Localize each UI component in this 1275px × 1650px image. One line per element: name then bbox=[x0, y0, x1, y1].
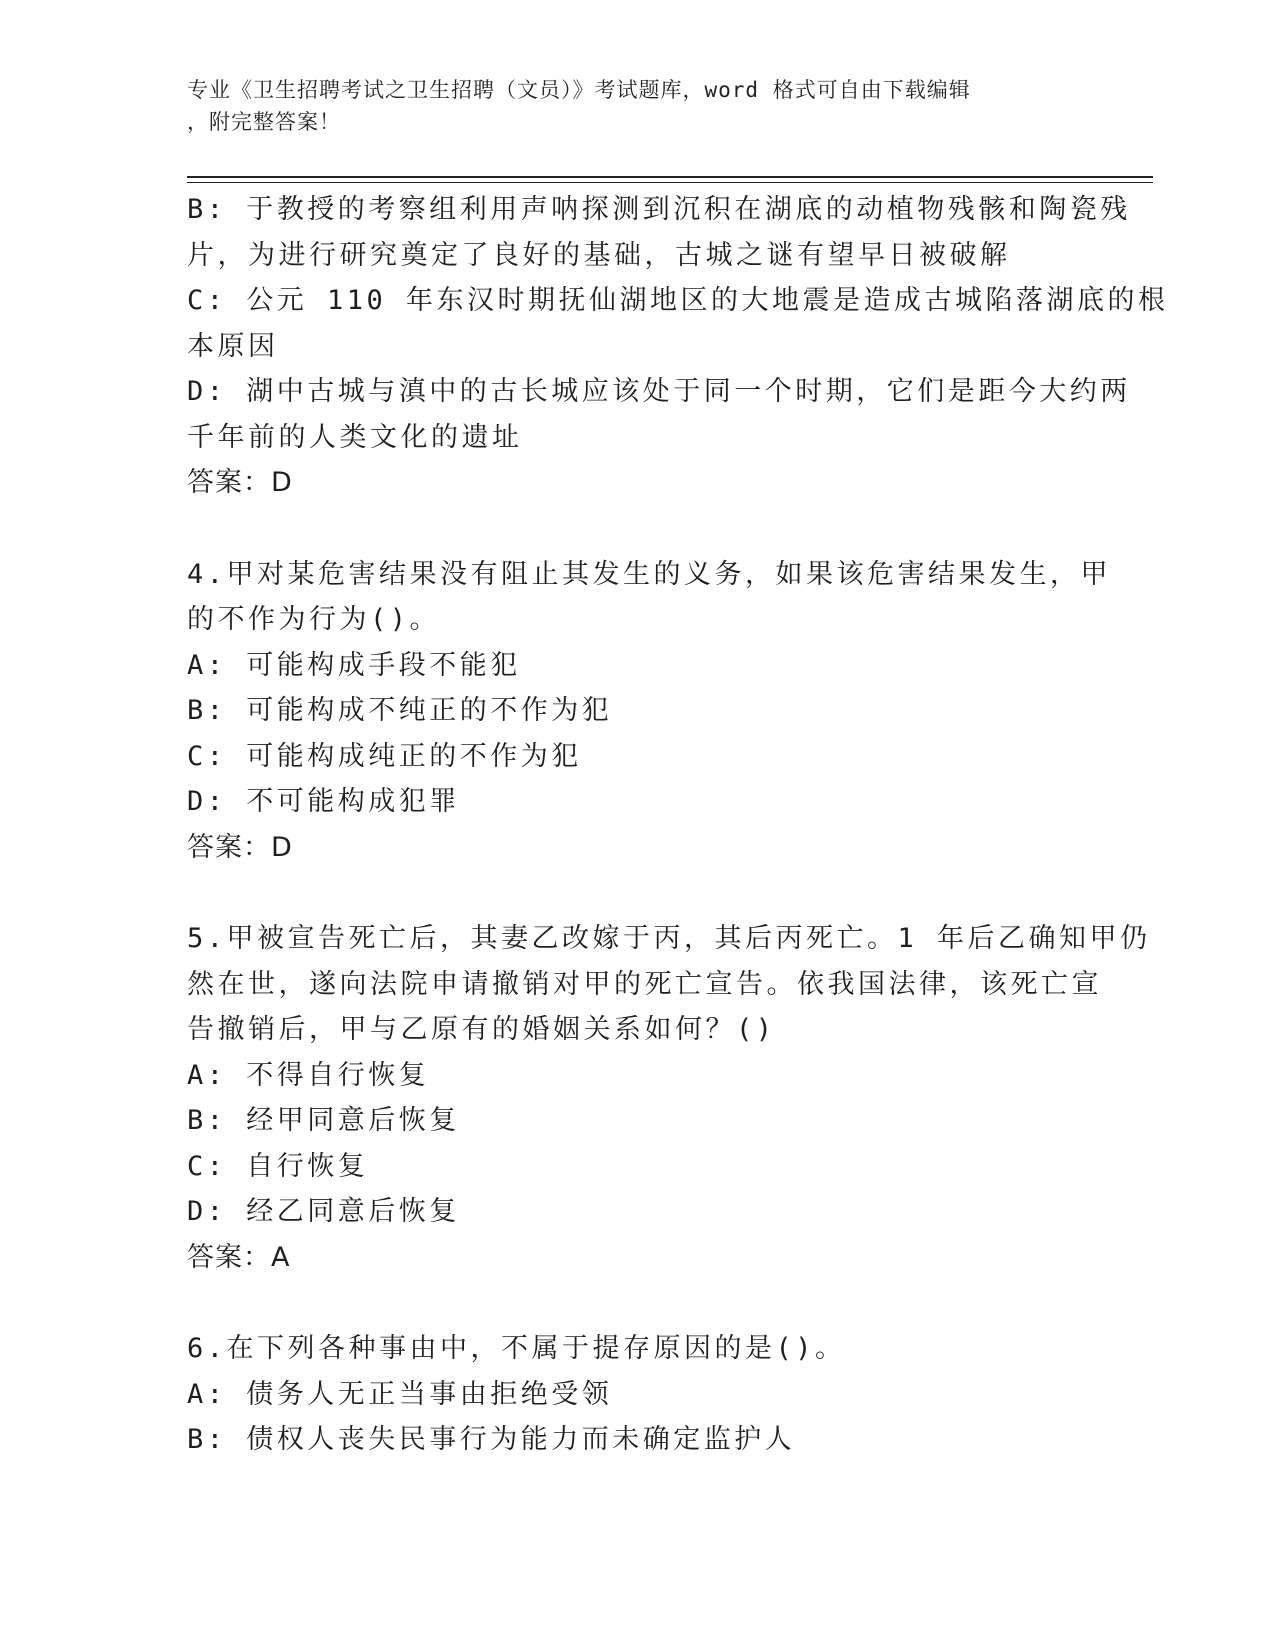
q5-stem-line-1: 5.甲被宣告死亡后，其妻乙改嫁于丙，其后丙死亡。1 年后乙确知甲仍 bbox=[187, 923, 1151, 954]
q5-option-b: B: 经甲同意后恢复 bbox=[187, 1105, 460, 1136]
q5-answer: 答案：A bbox=[187, 1241, 291, 1273]
q4-option-c: C: 可能构成纯正的不作为犯 bbox=[187, 740, 582, 772]
q5-option-a: A: 不得自行恢复 bbox=[187, 1059, 430, 1091]
spacer bbox=[187, 506, 1087, 552]
header-divider-thin bbox=[187, 182, 1153, 183]
q5-stem-line-2: 然在世，遂向法院申请撤销对甲的死亡宣告。依我国法律，该死亡宣 bbox=[187, 968, 1102, 1000]
q5-option-c: C: 自行恢复 bbox=[187, 1150, 369, 1182]
q3-option-b-line-2: 片，为进行研究奠定了良好的基础，古城之谜有望早日被破解 bbox=[187, 239, 1011, 271]
header-line-2: ，附完整答案！ bbox=[187, 110, 341, 134]
q6-stem: 6.在下列各种事由中，不属于提存原因的是()。 bbox=[187, 1333, 846, 1364]
q4-option-a: A: 可能构成手段不能犯 bbox=[187, 649, 521, 681]
page-header bbox=[187, 74, 1067, 138]
q6-option-b: B: 债权人丧失民事行为能力而未确定监护人 bbox=[187, 1424, 796, 1455]
question-3-tail bbox=[187, 187, 1169, 506]
q4-stem-line-1: 4.甲对某危害结果没有阻止其发生的义务，如果该危害结果发生，甲 bbox=[187, 558, 1112, 590]
question-6 bbox=[187, 1326, 1087, 1463]
q3-option-c-line-2: 本原因 bbox=[187, 330, 279, 362]
q4-stem-line-2: 的不作为行为()。 bbox=[187, 604, 441, 635]
question-5 bbox=[187, 916, 1151, 1280]
spacer bbox=[187, 1280, 1087, 1326]
q3-option-b-line-1: B: 于教授的考察组利用声呐探测到沉积在湖底的动植物残骸和陶瓷残 bbox=[187, 194, 1131, 225]
q5-option-d: D: 经乙同意后恢复 bbox=[187, 1196, 460, 1227]
q3-option-d-line-2: 千年前的人类文化的遗址 bbox=[187, 421, 523, 453]
header-divider bbox=[187, 176, 1153, 178]
q6-option-a: A: 债务人无正当事由拒绝受领 bbox=[187, 1378, 613, 1410]
q4-option-b: B: 可能构成不纯正的不作为犯 bbox=[187, 695, 613, 726]
header-line-1: 专业《卫生招聘考试之卫生招聘（文员）》考试题库，word 格式可自由下载编辑 bbox=[187, 78, 971, 102]
question-content bbox=[187, 187, 1169, 1463]
q5-stem-line-3: 告撤销后，甲与乙原有的婚姻关系如何？() bbox=[187, 1014, 776, 1045]
q4-answer: 答案：D bbox=[187, 831, 293, 863]
q3-option-d-line-1: D: 湖中古城与滇中的古长城应该处于同一个时期，它们是距今大约两 bbox=[187, 376, 1131, 407]
q3-option-c-line-1: C: 公元 110 年东汉时期抚仙湖地区的大地震是造成古城陷落湖底的根 bbox=[187, 285, 1169, 316]
q3-answer: 答案：D bbox=[187, 467, 293, 498]
q4-option-d: D: 不可能构成犯罪 bbox=[187, 786, 460, 817]
question-4 bbox=[187, 552, 1112, 871]
spacer bbox=[187, 870, 1087, 916]
